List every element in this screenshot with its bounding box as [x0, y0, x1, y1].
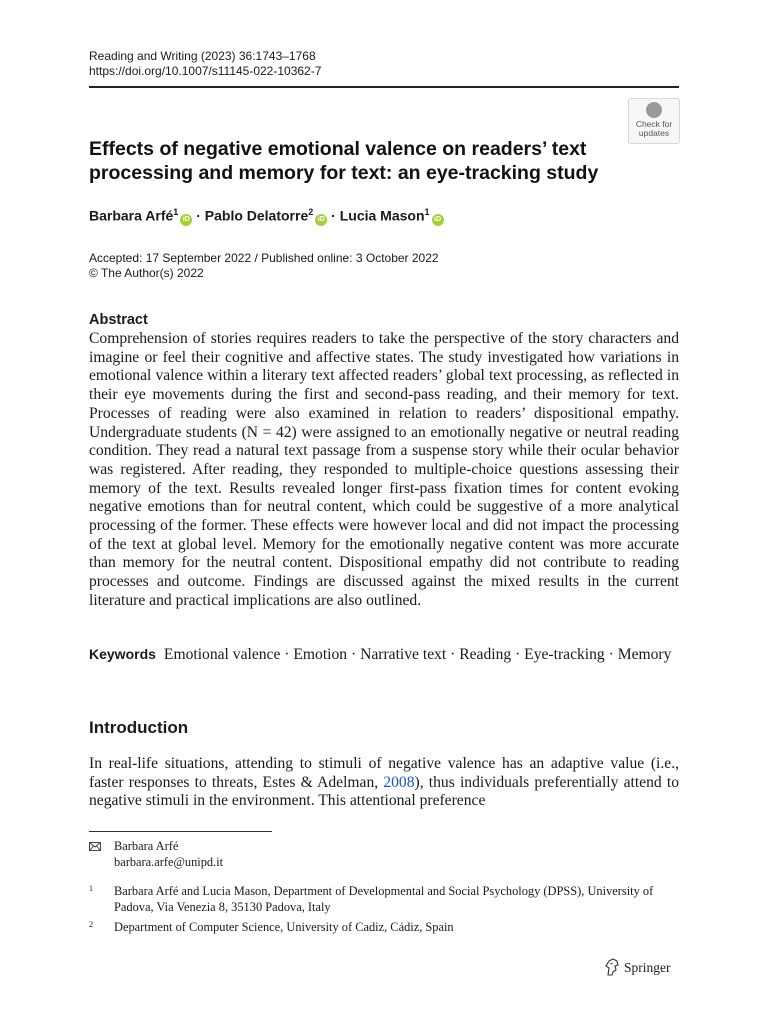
badge-line-2: updates — [638, 128, 670, 138]
badge-line-1: Check for — [635, 119, 673, 129]
author-separator: · — [331, 207, 336, 224]
envelope-icon — [89, 842, 101, 851]
footnote-text: Department of Computer Science, University of Cadiz, Cádiz, Spain — [114, 920, 454, 934]
doi-link[interactable]: https://doi.org/10.1007/s11145-022-10362-7 — [89, 64, 322, 78]
paper-title: Effects of negative emotional valence on readers’ text processing and memory for text: an eye-tracking study — [89, 138, 599, 184]
abstract-text: Comprehension of stories requires readers to take the perspective of the story characters and imagine or feel their cognitive and affective states. The study investigated how variations in emotional valence within a literary text affected readers’ global text processing, as reflected in their eye movements during the first and second-pass reading, and their memory for text. Processes of reading were also examined in relation to readers’ dispositional empathy. Undergraduate students (N = 42) were assigned to an emotionally negative or neutral reading condition. They read a natural text passage from a suspense story while their ocular behavior was registered. After reading, they responded to multiple-choice questions assessing their memory of the text. Results revealed longer first-pass fixation times for content evoking negative emotions than for neutral content, which could be suggestive of a more analytical processing of the former. These effects were however local and did not impact the processing of the text at global level. Memory for the emotionally negative content was more accurate than memory for the neutral content. Dispositional empathy did not contribute to reading processes and outcome. Findings are discussed against the mixed results in the current literature and practical implications are also outlined. — [89, 330, 679, 609]
introduction-text — [89, 755, 679, 811]
accepted-published-line: Accepted: 17 September 2022 / Published online: 3 October 2022 — [89, 251, 439, 265]
citation-link[interactable]: 2008 — [383, 773, 415, 791]
footnote-number: 1 — [89, 884, 93, 893]
orcid-icon[interactable]: iD — [180, 214, 192, 226]
introduction-heading: Introduction — [89, 718, 189, 737]
publication-dates — [89, 251, 439, 281]
check-updates-icon — [646, 102, 662, 118]
author-name: Lucia Mason — [339, 207, 425, 224]
footnote-rule — [89, 831, 272, 832]
author-affiliation-sup: 1 — [173, 207, 179, 217]
abstract-heading: Abstract — [89, 312, 148, 328]
corresponding-email[interactable]: barbara.arfe@unipd.it — [114, 855, 224, 869]
author-affiliation-sup: 1 — [424, 207, 430, 217]
check-for-updates-badge[interactable] — [628, 98, 680, 144]
keywords-list: Emotional valence · Emotion · Narrative text · Reading · Eye-tracking · Memory — [163, 646, 672, 663]
publisher-name: Springer — [624, 960, 671, 975]
author-name: Pablo Delatorre — [204, 207, 309, 224]
header-rule — [89, 86, 679, 88]
intro-text-part-1: In real-life situations, attending to stimuli of negative valence has an adaptive value (i.e., faster responses to threats, Estes & Adelman, — [89, 755, 679, 791]
springer-horse-icon — [604, 958, 620, 976]
journal-header — [89, 49, 321, 79]
orcid-icon[interactable]: iD — [432, 214, 444, 226]
author-separator: · — [196, 207, 201, 224]
corresponding-name: Barbara Arfé — [114, 839, 179, 853]
footnote-text: Barbara Arfé and Lucia Mason, Department of Developmental and Social Psychology (DPSS), University of Padova, Via Venezia 8, 35130 Padova, Italy — [114, 884, 654, 914]
footnote-number: 2 — [89, 920, 93, 929]
publisher-logo — [604, 958, 671, 978]
keywords-label: Keywords — [89, 646, 156, 662]
keywords — [89, 645, 679, 665]
orcid-icon[interactable]: iD — [315, 214, 327, 226]
copyright-line: © The Author(s) 2022 — [89, 266, 204, 280]
journal-citation: Reading and Writing (2023) 36:1743–1768 — [89, 49, 316, 63]
intro-text-part-2: ), thus individuals preferentially attend to negative stimuli in the environment. This attentional preference — [89, 773, 679, 810]
author-name: Barbara Arfé — [89, 207, 174, 224]
author-list — [89, 207, 444, 226]
author-affiliation-sup: 2 — [308, 207, 314, 217]
